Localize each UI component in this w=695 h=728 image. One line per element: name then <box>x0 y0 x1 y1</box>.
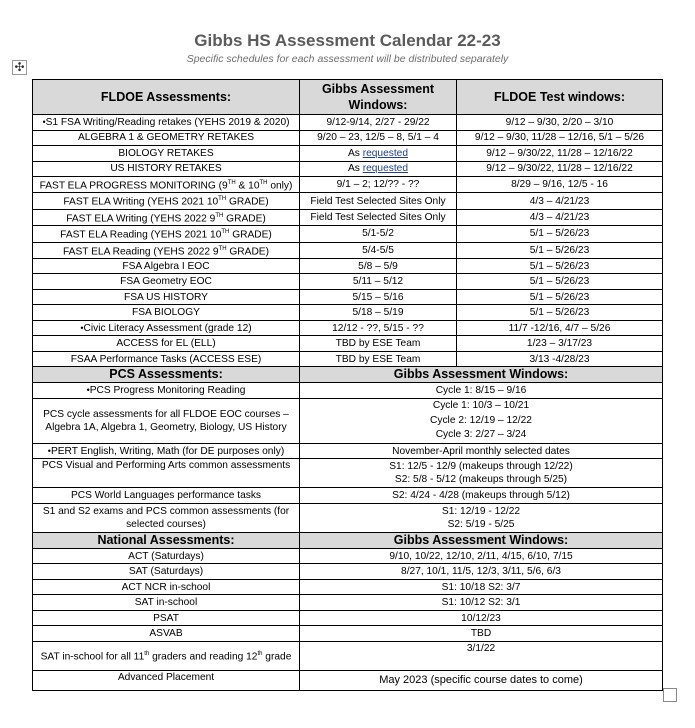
table-row <box>33 226 663 242</box>
fldoe-window-cell: 5/1 – 5/26/23 <box>457 242 663 258</box>
gibbs-windows-header: Gibbs Assessment Windows: <box>300 80 457 115</box>
gibbs-window-cell: S1: 12/19 - 12/22 S2: 5/19 - 5/25 <box>300 503 663 532</box>
table-row <box>33 289 663 305</box>
assessment-calendar-table <box>32 79 663 691</box>
table-row <box>33 398 663 443</box>
fldoe-window-cell: 11/7 -12/16, 4/7 – 5/26 <box>457 320 663 336</box>
national-assessments-header: National Assessments: <box>33 532 300 548</box>
gibbs-window-cell: 10/12/23 <box>300 610 663 626</box>
assessment-cell: FSAA Performance Tasks (ACCESS ESE) <box>33 351 300 367</box>
bullet-icon: • <box>86 385 90 396</box>
assessment-cell: BIOLOGY RETAKES <box>33 146 300 162</box>
fldoe-test-windows-header: FLDOE Test windows: <box>457 80 663 115</box>
fldoe-window-cell: 4/3 – 4/21/23 <box>457 193 663 209</box>
bullet-icon: • <box>80 322 84 333</box>
gibbs-window-cell: As requested <box>300 161 457 177</box>
assessment-cell: SAT (Saturdays) <box>33 564 300 580</box>
fldoe-window-cell: 5/1 – 5/26/23 <box>457 305 663 321</box>
assessment-cell: PSAT <box>33 610 300 626</box>
gibbs-window-cell: 9/1 – 2; 12/?? - ?? <box>300 177 457 193</box>
table-row <box>33 177 663 193</box>
table-row <box>33 242 663 258</box>
gibbs-window-cell: TBD <box>300 626 663 642</box>
assessment-cell: ALGEBRA 1 & GEOMETRY RETAKES <box>33 130 300 146</box>
gibbs-window-cell: 5/15 – 5/16 <box>300 289 457 305</box>
gibbs-window-cell: 3/1/22 <box>300 641 663 670</box>
requested-link[interactable]: requested <box>362 163 409 175</box>
gibbs-window-cell: Cycle 1: 8/15 – 9/16 <box>300 383 663 399</box>
fldoe-assessments-header: FLDOE Assessments: <box>33 80 300 115</box>
gibbs-window-cell: 9/12-9/14, 2/27 - 29/22 <box>300 115 457 131</box>
assessment-cell: US HISTORY RETAKES <box>33 161 300 177</box>
table-row <box>33 641 663 670</box>
gibbs-window-cell: 5/11 – 5/12 <box>300 274 457 290</box>
gibbs-window-cell: May 2023 (specific course dates to come) <box>300 670 663 690</box>
gibbs-window-cell: S2: 4/24 - 4/28 (makeups through 5/12) <box>300 488 663 504</box>
assessment-cell: FAST ELA PROGRESS MONITORING (9TH & 10TH only) <box>33 177 300 193</box>
gibbs-window-cell: S1: 10/18 S2: 3/7 <box>300 579 663 595</box>
assessment-cell: S1 and S2 exams and PCS common assessments (for selected courses) <box>33 503 300 532</box>
resize-handle-icon[interactable] <box>663 688 677 702</box>
table-row <box>33 320 663 336</box>
fldoe-window-cell: 9/12 – 9/30, 2/20 – 3/10 <box>457 115 663 131</box>
gibbs-window-cell: 9/20 – 23, 12/5 – 8, 5/1 – 4 <box>300 130 457 146</box>
requested-link[interactable]: requested <box>362 147 409 159</box>
fldoe-header-row <box>33 80 663 115</box>
table-row <box>33 548 663 564</box>
fldoe-window-cell: 9/12 – 9/30, 11/28 – 12/16, 5/1 – 5/26 <box>457 130 663 146</box>
table-row <box>33 274 663 290</box>
gibbs-window-cell: 8/27, 10/1, 11/5, 12/3, 3/11, 5/6, 6/3 <box>300 564 663 580</box>
gibbs-window-cell: Cycle 1: 10/3 – 10/21 Cycle 2: 12/19 – 12/22 Cycle 3: 2/27 – 3/24 <box>300 398 663 443</box>
fldoe-window-cell: 5/1 – 5/26/23 <box>457 226 663 242</box>
national-windows-header: Gibbs Assessment Windows: <box>300 532 663 548</box>
pcs-assessments-header: PCS Assessments: <box>33 367 300 383</box>
table-row <box>33 258 663 274</box>
table-row <box>33 610 663 626</box>
table-row <box>33 146 663 162</box>
assessment-cell: •PERT English, Writing, Math (for DE purposes only) <box>33 443 300 459</box>
table-row <box>33 459 663 488</box>
gibbs-window-cell: 5/18 – 5/19 <box>300 305 457 321</box>
gibbs-window-cell: 5/1-5/2 <box>300 226 457 242</box>
table-row <box>33 383 663 399</box>
gibbs-window-cell: 12/12 - ??, 5/15 - ?? <box>300 320 457 336</box>
table-row <box>33 130 663 146</box>
assessment-cell: FSA US HISTORY <box>33 289 300 305</box>
assessment-cell: Advanced Placement <box>33 670 300 690</box>
assessment-cell: PCS Visual and Performing Arts common assessments <box>33 459 300 488</box>
assessment-cell: •PCS Progress Monitoring Reading <box>33 383 300 399</box>
table-row <box>33 564 663 580</box>
assessment-cell: ACCESS for EL (ELL) <box>33 336 300 352</box>
fldoe-window-cell: 3/13 -4/28/23 <box>457 351 663 367</box>
assessment-cell: FSA BIOLOGY <box>33 305 300 321</box>
gibbs-window-cell: 9/10, 10/22, 12/10, 2/11, 4/15, 6/10, 7/15 <box>300 548 663 564</box>
assessment-cell: PCS World Languages performance tasks <box>33 488 300 504</box>
pcs-windows-header: Gibbs Assessment Windows: <box>300 367 663 383</box>
assessment-cell: ASVAB <box>33 626 300 642</box>
assessment-cell: •Civic Literacy Assessment (grade 12) <box>33 320 300 336</box>
table-row <box>33 351 663 367</box>
move-arrows-icon[interactable]: ✣ <box>12 60 27 75</box>
table-row <box>33 193 663 209</box>
bullet-icon: • <box>47 445 51 456</box>
assessment-cell: ACT NCR in-school <box>33 579 300 595</box>
table-row <box>33 305 663 321</box>
page-title: Gibbs HS Assessment Calendar 22-23 <box>194 31 501 50</box>
assessment-cell: FSA Geometry EOC <box>33 274 300 290</box>
fldoe-window-cell: 9/12 – 9/30/22, 11/28 – 12/16/22 <box>457 161 663 177</box>
assessment-cell: •S1 FSA Writing/Reading retakes (YEHS 2019 & 2020) <box>33 115 300 131</box>
gibbs-window-cell: S1: 12/5 - 12/9 (makeups through 12/22) S2: 5/8 - 5/12 (makeups through 5/25) <box>300 459 663 488</box>
gibbs-window-cell: TBD by ESE Team <box>300 351 457 367</box>
gibbs-window-cell: Field Test Selected Sites Only <box>300 209 457 225</box>
assessment-cell: ACT (Saturdays) <box>33 548 300 564</box>
table-row <box>33 579 663 595</box>
assessment-cell: PCS cycle assessments for all FLDOE EOC courses – Algebra 1A, Algebra 1, Geometry, Biology, US History <box>33 398 300 443</box>
assessment-cell: SAT in-school for all 11th graders and reading 12th grade <box>33 641 300 670</box>
national-header-row <box>33 532 663 548</box>
gibbs-window-cell: 5/4-5/5 <box>300 242 457 258</box>
table-row <box>33 336 663 352</box>
assessment-cell: FAST ELA Writing (YEHS 2022 9TH GRADE) <box>33 209 300 225</box>
assessment-cell: FAST ELA Reading (YEHS 2021 10TH GRADE) <box>33 226 300 242</box>
assessment-cell: FAST ELA Writing (YEHS 2021 10TH GRADE) <box>33 193 300 209</box>
fldoe-window-cell: 9/12 – 9/30/22, 11/28 – 12/16/22 <box>457 146 663 162</box>
page-subtitle: Specific schedules for each assessment will be distributed separately <box>186 53 509 65</box>
table-row <box>33 443 663 459</box>
fldoe-window-cell: 4/3 – 4/21/23 <box>457 209 663 225</box>
fldoe-window-cell: 1/23 – 3/17/23 <box>457 336 663 352</box>
bullet-icon: • <box>42 116 46 127</box>
table-row <box>33 503 663 532</box>
table-row <box>33 626 663 642</box>
assessment-cell: FSA Algebra I EOC <box>33 258 300 274</box>
assessment-cell: SAT in-school <box>33 595 300 611</box>
fldoe-window-cell: 5/1 – 5/26/23 <box>457 274 663 290</box>
table-row <box>33 595 663 611</box>
table-row <box>33 488 663 504</box>
fldoe-window-cell: 5/1 – 5/26/23 <box>457 258 663 274</box>
gibbs-window-cell: As requested <box>300 146 457 162</box>
table-row <box>33 209 663 225</box>
table-row <box>33 670 663 690</box>
table-row <box>33 161 663 177</box>
gibbs-window-cell: 5/8 – 5/9 <box>300 258 457 274</box>
gibbs-window-cell: TBD by ESE Team <box>300 336 457 352</box>
pcs-header-row <box>33 367 663 383</box>
fldoe-window-cell: 5/1 – 5/26/23 <box>457 289 663 305</box>
assessment-cell: FAST ELA Reading (YEHS 2022 9TH GRADE) <box>33 242 300 258</box>
fldoe-window-cell: 8/29 – 9/16, 12/5 - 16 <box>457 177 663 193</box>
table-row <box>33 115 663 131</box>
gibbs-window-cell: November-April monthly selected dates <box>300 443 663 459</box>
gibbs-window-cell: Field Test Selected Sites Only <box>300 193 457 209</box>
gibbs-window-cell: S1: 10/12 S2: 3/1 <box>300 595 663 611</box>
